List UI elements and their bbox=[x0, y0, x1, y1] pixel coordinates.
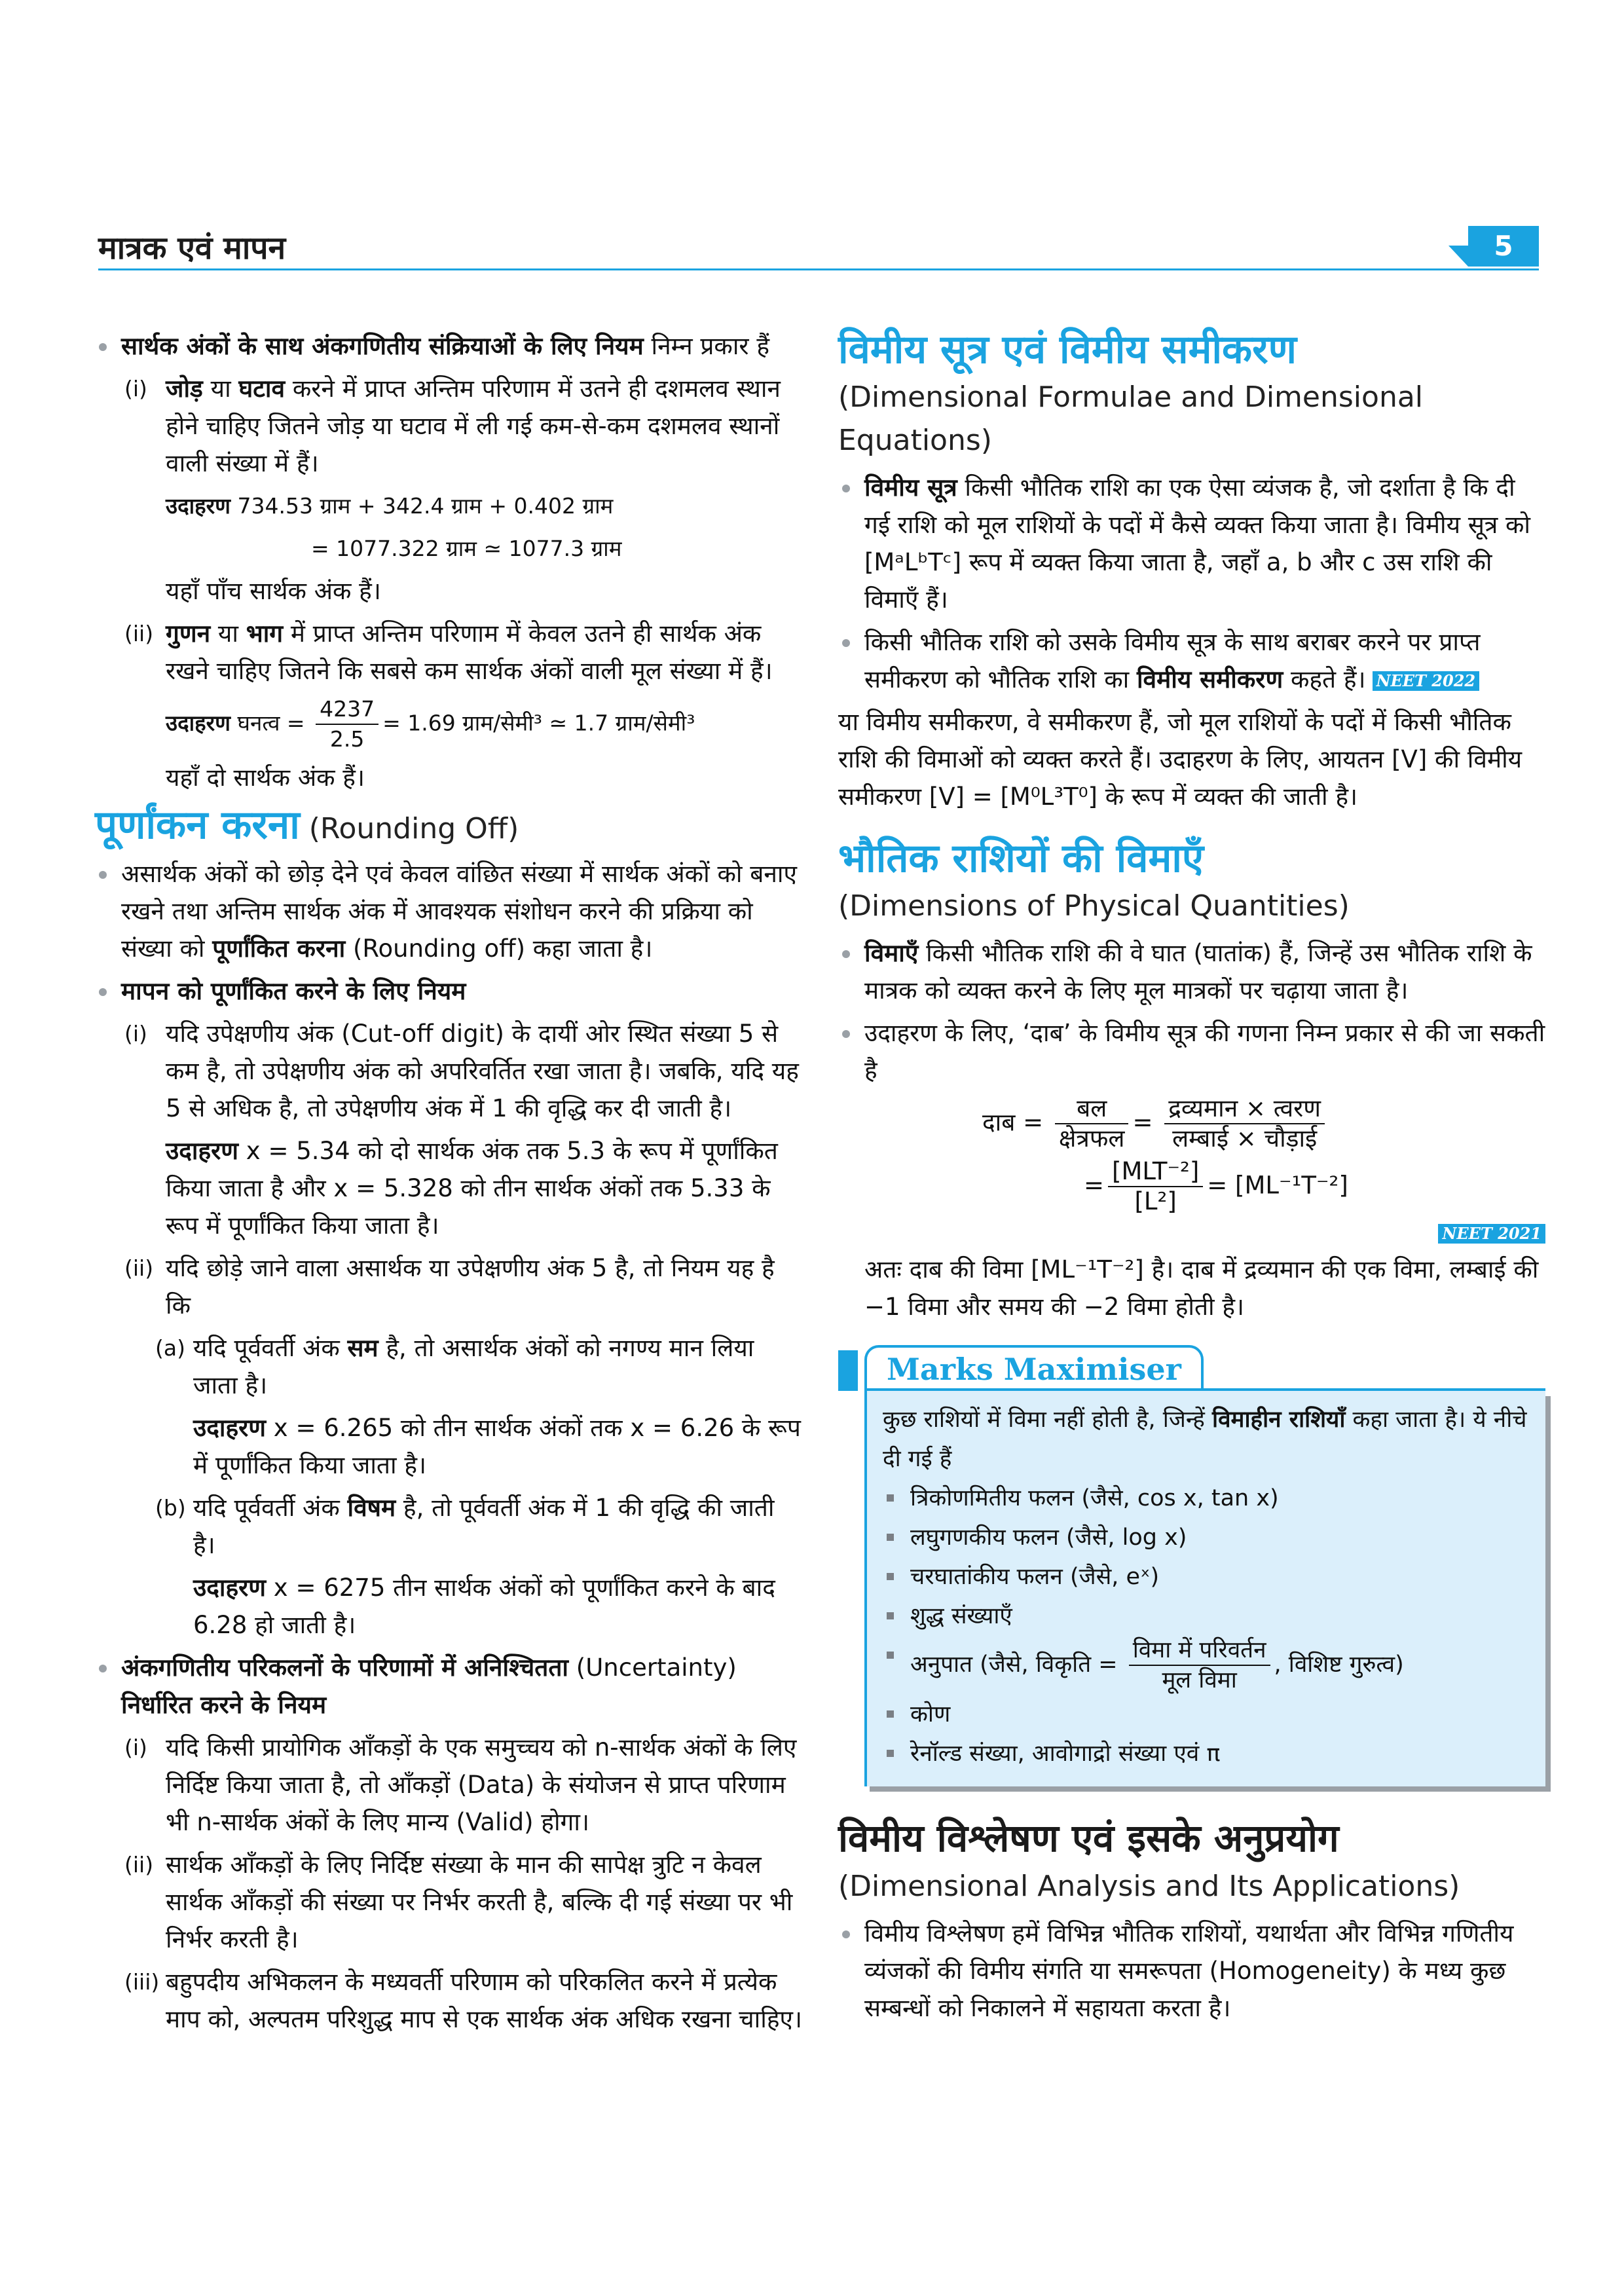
marks-maximiser-notch bbox=[838, 1350, 858, 1391]
rule-addition: (i) जोड़ या घटाव करने में प्राप्त अन्तिम परिणाम में उतने ही दशमलव स्थान होने चाहिए जितने जोड़ या घटाव में ली गई कम-से-कम दशमलव स्थानों वाली संख्या में हैं। bbox=[124, 375, 781, 477]
rounding-rules-title: मापन को पूर्णांकित करने के लिए नियम bbox=[95, 972, 802, 1010]
dimensional-equation-example: या विमीय समीकरण, वे समीकरण हैं, जो मूल राशियों के पदों में किसी भौतिक राशि की विमाओं को व्यक्त करते हैं। उदाहरण के लिए, आयतन [V] की विमीय समीकरण [V] = [M⁰L³T⁰] के रूप में व्यक्त की जाती है। bbox=[838, 708, 1522, 811]
rule-multiplication-note: यहाँ दो सार्थक अंक हैं। bbox=[166, 764, 365, 792]
rounding-rule-1: (i) यदि उपेक्षणीय अंक (Cut-off digit) के दायीं ओर स्थित संख्या 5 से कम है, तो उपेक्षणीय अंक को अपरिवर्तित रखा जाता है। जबकि, यदि यह 5 से अधिक है, तो उपेक्षणीय अंक में 1 की वृद्धि कर दी जाती है। bbox=[124, 1020, 799, 1122]
dimensions-heading-en: (Dimensions of Physical Quantities) bbox=[838, 889, 1350, 923]
right-column bbox=[838, 321, 1545, 2032]
dimensional-equation-definition: किसी भौतिक राशि को उसके विमीय सूत्र के साथ बराबर करने पर प्राप्त समीकरण को भौतिक राशि का विमीय समीकरण कहते हैं। NEET 2022 bbox=[838, 623, 1545, 698]
pressure-conclusion: अतः दाब की विमा [ML⁻¹T⁻²] है। दाब में द्रव्यमान की एक विमा, लम्बाई की −1 विमा और समय की −2 विमा होती है। bbox=[864, 1255, 1539, 1321]
dimensional-formulae-heading: विमीय सूत्र एवं विमीय समीकरण bbox=[838, 327, 1297, 373]
neet-2022-tag: NEET 2022 bbox=[1373, 671, 1480, 691]
dimensions-definition: विमाएँ किसी भौतिक राशि की वे घात (घातांक) हैं, जिन्हें उस भौतिक राशि के मात्रक को व्यक्त करने के लिए मूल मात्रकों पर चढ़ाया जाता है। bbox=[838, 934, 1545, 1009]
marks-maximiser-title: Marks Maximiser bbox=[864, 1345, 1204, 1391]
rounding-rule-2a-example: उदाहरण x = 6.265 को तीन सार्थक अंकों तक x = 6.26 के रूप में पूर्णांकित किया जाता है। bbox=[193, 1414, 801, 1479]
mm-item: शुद्ध संख्याएँ bbox=[883, 1597, 1530, 1636]
rounding-rule-2a: (a) यदि पूर्ववर्ती अंक सम है, तो असार्थक अंकों को नगण्य मान लिया जाता है। bbox=[155, 1334, 754, 1399]
rule-addition-example: उदाहरण 734.53 ग्राम + 342.4 ग्राम + 0.402 ग्राम bbox=[166, 493, 614, 519]
header-rule bbox=[98, 268, 1539, 270]
density-fraction: $\frac{4237}{2.5}$ bbox=[316, 695, 378, 754]
dimensional-analysis-heading: विमीय विश्लेषण एवं इसके अनुप्रयोग bbox=[838, 1816, 1339, 1860]
mm-intro: कुछ राशियों में विमा नहीं होती है, जिन्हें विमाहीन राशियाँ कहा जाता है। ये नीचे दी गई हैं bbox=[883, 1407, 1527, 1472]
uncertainty-rule-2: (ii) सार्थक आँकड़ों के लिए निर्दिष्ट संख्या के मान की सापेक्ष त्रुटि न केवल सार्थक आँकड़ों की संख्या पर निर्भर करती है, बल्कि दी गई संख्या पर भी निर्भर करती है। bbox=[124, 1851, 793, 1953]
rounding-rule-2b-example: उदाहरण x = 6275 तीन सार्थक अंकों को पूर्णांकित करने के बाद 6.28 हो जाती है। bbox=[193, 1574, 775, 1639]
pressure-formula: दाब = $\frac{\text{बल}}{\text{क्षेत्रफल}}$ = $\frac{\text{द्रव्यमान × त्वरण}}{\text{लम्बाई × चौड़ाई}}$ bbox=[838, 1094, 1545, 1153]
neet-2021-row bbox=[838, 1213, 1545, 1251]
rounding-heading: पूर्णांकन करना (Rounding Off) bbox=[95, 802, 519, 848]
dimensional-formula-definition: विमीय सूत्र किसी भौतिक राशि का एक ऐसा व्यंजक है, जो दर्शाता है कि दी गई राशि को मूल राशियों के पदों में कैसे व्यक्त किया जाता है। विमीय सूत्र को [MᵃLᵇTᶜ] रूप में व्यक्त किया जाता है, जहाँ a, b और c उस राशि की विमाएँ हैं। bbox=[838, 469, 1545, 618]
rounding-rule-1-example: उदाहरण x = 5.34 को दो सार्थक अंक तक 5.3 के रूप में पूर्णांकित किया जाता है और x = 5.328 को तीन सार्थक अंकों तक 5.33 के रूप में पूर्णांकित किया जाता है। bbox=[166, 1137, 778, 1240]
mm-item: कोण bbox=[883, 1695, 1530, 1734]
uncertainty-title: अंकगणितीय परिकलनों के परिणामों में अनिश्चितता (Uncertainty) निर्धारित करने के नियम bbox=[95, 1649, 802, 1724]
mass-accel-fraction: $\frac{\text{द्रव्यमान × त्वरण}}{\text{लम्बाई × चौड़ाई}}$ bbox=[1164, 1094, 1325, 1153]
left-column bbox=[95, 327, 802, 2043]
rounding-definition: असार्थक अंकों को छोड़ देने एवं केवल वांछित संख्या में सार्थक अंकों को बनाए रखने तथा अन्तिम सार्थक अंक में आवश्यक संशोधन करने की प्रक्रिया को संख्या को पूर्णांकित करना (Rounding off) कहा जाता है। bbox=[95, 855, 802, 967]
marks-maximiser-content bbox=[864, 1391, 1545, 1786]
rule-multiplication-example: उदाहरण घनत्व = $\frac{4237}{2.5}$ = 1.69 ग्राम/सेमी³ ≃ 1.7 ग्राम/सेमी³ bbox=[95, 695, 802, 754]
chapter-title: मात्रक एवं मापन bbox=[98, 230, 286, 267]
mm-item: रेनॉल्ड संख्या, आवोगाद्रो संख्या एवं π bbox=[883, 1734, 1530, 1773]
pressure-formula-dimensions: = $\frac{\text{[MLT⁻²]}}{\text{[L²]}}$ = [ML⁻¹T⁻²] bbox=[1084, 1157, 1348, 1215]
rules-intro: सार्थक अंकों के साथ अंकगणितीय संक्रियाओं के लिए नियम निम्न प्रकार हैं bbox=[95, 327, 802, 365]
rule-addition-example-result: = 1077.322 ग्राम ≃ 1077.3 ग्राम bbox=[311, 536, 622, 561]
mm-item: चरघातांकीय फलन (जैसे, eˣ) bbox=[883, 1557, 1530, 1597]
marks-maximiser-box bbox=[838, 1345, 1545, 1786]
dimension-fraction: $\frac{\text{[MLT⁻²]}}{\text{[L²]}}$ bbox=[1108, 1157, 1203, 1216]
dimensional-formulae-heading-en: (Dimensional Formulae and Dimensional Equations) bbox=[838, 380, 1424, 457]
rule-addition-note: यहाँ पाँच सार्थक अंक हैं। bbox=[166, 577, 381, 605]
force-area-fraction: $\frac{\text{बल}}{\text{क्षेत्रफल}}$ bbox=[1055, 1094, 1129, 1153]
rounding-rule-2: (ii) यदि छोड़े जाने वाला असार्थक या उपेक्षणीय अंक 5 है, तो नियम यह है कि bbox=[124, 1254, 775, 1320]
pressure-example-intro: उदाहरण के लिए, ‘दाब’ के विमीय सूत्र की गणना निम्न प्रकार से की जा सकती है bbox=[838, 1014, 1545, 1089]
neet-2021-tag: NEET 2021 bbox=[1438, 1224, 1545, 1244]
uncertainty-rule-1: (i) यदि किसी प्रायोगिक आँकड़ों के एक समुच्चय को n-सार्थक अंकों के लिए निर्दिष्ट किया जाता है, तो आँकड़ों (Data) के संयोजन से प्राप्त परिणाम भी n-सार्थक अंकों के लिए मान्य (Valid) होगा। bbox=[124, 1733, 797, 1836]
page-number: 5 bbox=[1468, 226, 1539, 267]
rule-multiplication: (ii) गुणन या भाग में प्राप्त अन्तिम परिणाम में केवल उतने ही सार्थक अंक रखने चाहिए जितने कि सबसे कम सार्थक अंकों वाली मूल संख्या में हैं। bbox=[124, 619, 773, 685]
dimensions-heading: भौतिक राशियों की विमाएँ bbox=[838, 836, 1204, 881]
mm-item: लघुगणकीय फलन (जैसे, log x) bbox=[883, 1518, 1530, 1557]
mm-item-ratio: अनुपात (जैसे, विकृति = $\frac{\text{विमा में परिवर्तन}}{\text{मूल विमा}}$ , विशिष्ट गुरुत्व) bbox=[883, 1636, 1530, 1695]
strain-fraction: $\frac{\text{विमा में परिवर्तन}}{\text{मूल विमा}}$ bbox=[1129, 1636, 1270, 1695]
rounding-rule-2b: (b) यदि पूर्ववर्ती अंक विषम है, तो पूर्ववर्ती अंक में 1 की वृद्धि की जाती है। bbox=[155, 1494, 775, 1559]
dimensional-analysis-heading-en: (Dimensional Analysis and Its Applications) bbox=[838, 1870, 1460, 1903]
uncertainty-rule-3: (iii) बहुपदीय अभिकलन के मध्यवर्ती परिणाम को परिकलित करने में प्रत्येक माप को, अल्पतम परिशुद्ध माप से एक सार्थक अंक अधिक रखना चाहिए। bbox=[124, 1968, 802, 2033]
dimensional-analysis-definition: विमीय विश्लेषण हमें विभिन्न भौतिक राशियों, यथार्थता और विभिन्न गणितीय व्यंजकों की विमीय संगति या समरूपता (Homogeneity) के मध्य कुछ सम्बन्धों को निकालने में सहायता करता है। bbox=[838, 1915, 1545, 2027]
mm-item: त्रिकोणमितीय फलन (जैसे, cos x, tan x) bbox=[883, 1479, 1530, 1518]
